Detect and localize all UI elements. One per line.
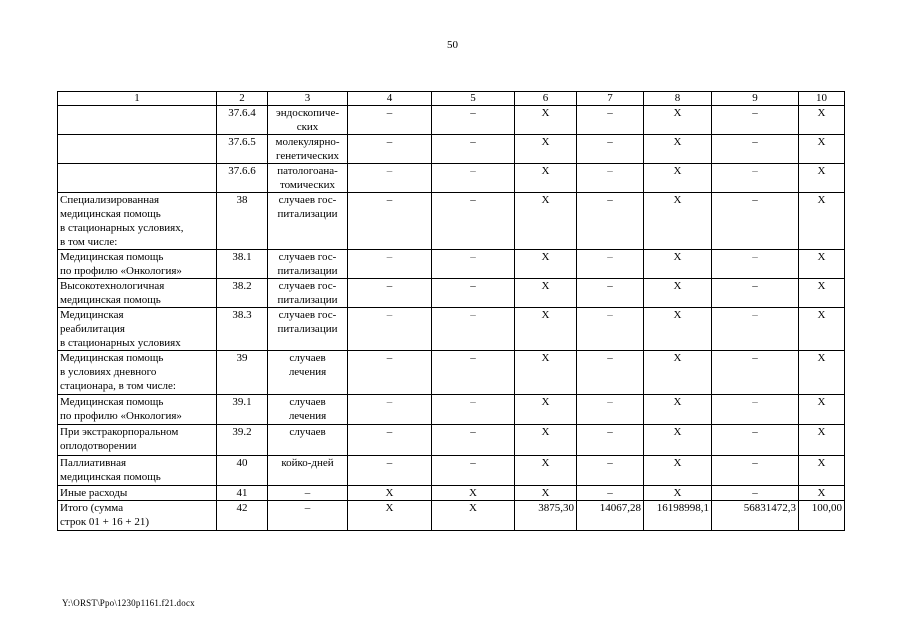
value-cell: Х <box>799 135 845 164</box>
table-row <box>58 193 845 250</box>
value-cell: – <box>577 486 644 501</box>
value-cell: – <box>348 308 432 351</box>
column-number-header: 6 <box>515 92 577 106</box>
unit-cell: случаев гос- питализации <box>268 250 348 279</box>
value-cell: – <box>577 395 644 425</box>
value-cell: Х <box>644 279 712 308</box>
table-row <box>58 351 845 395</box>
value-cell: – <box>432 308 515 351</box>
value-cell: Х <box>515 425 577 456</box>
value-cell: Х <box>515 486 577 501</box>
unit-cell: патологоана- томических <box>268 164 348 193</box>
value-cell: – <box>432 456 515 486</box>
table-row <box>58 135 845 164</box>
table-row <box>58 486 845 501</box>
unit-cell: случаев лечения <box>268 351 348 395</box>
value-cell: 3875,30 <box>515 501 577 531</box>
table-row <box>58 106 845 135</box>
column-number-header: 3 <box>268 92 348 106</box>
value-cell: – <box>432 250 515 279</box>
value-cell: – <box>432 106 515 135</box>
value-cell: Х <box>515 279 577 308</box>
value-cell: – <box>432 395 515 425</box>
value-cell: Х <box>799 351 845 395</box>
unit-cell: – <box>268 486 348 501</box>
value-cell: Х <box>348 501 432 531</box>
unit-cell: случаев гос- питализации <box>268 308 348 351</box>
table-header-row <box>58 92 845 106</box>
value-cell: Х <box>644 308 712 351</box>
value-cell: – <box>712 279 799 308</box>
value-cell: Х <box>644 193 712 250</box>
value-cell: – <box>712 250 799 279</box>
row-code-cell: 40 <box>217 456 268 486</box>
value-cell: – <box>577 425 644 456</box>
value-cell: Х <box>799 456 845 486</box>
value-cell: – <box>348 193 432 250</box>
row-label-cell: При экстракорпоральном оплодотворении <box>58 425 217 456</box>
value-cell: – <box>348 135 432 164</box>
row-code-cell: 39 <box>217 351 268 395</box>
value-cell: – <box>348 106 432 135</box>
value-cell: Х <box>348 486 432 501</box>
column-number-header: 10 <box>799 92 845 106</box>
table-row <box>58 308 845 351</box>
value-cell: – <box>348 250 432 279</box>
report-table <box>57 91 845 531</box>
value-cell: Х <box>644 425 712 456</box>
value-cell: Х <box>799 486 845 501</box>
value-cell: Х <box>799 250 845 279</box>
value-cell: Х <box>515 106 577 135</box>
row-code-cell: 42 <box>217 501 268 531</box>
column-number-header: 1 <box>58 92 217 106</box>
table-row <box>58 501 845 531</box>
value-cell: Х <box>799 193 845 250</box>
value-cell: Х <box>515 308 577 351</box>
value-cell: – <box>712 425 799 456</box>
value-cell: – <box>577 250 644 279</box>
page-number: 50 <box>447 39 458 51</box>
table-row <box>58 456 845 486</box>
unit-cell: случаев <box>268 425 348 456</box>
value-cell: Х <box>515 250 577 279</box>
row-code-cell: 38.2 <box>217 279 268 308</box>
table-row <box>58 395 845 425</box>
value-cell: – <box>577 106 644 135</box>
value-cell: – <box>712 456 799 486</box>
value-cell: – <box>712 164 799 193</box>
value-cell: Х <box>644 486 712 501</box>
value-cell: – <box>348 425 432 456</box>
row-label-cell <box>58 106 217 135</box>
value-cell: – <box>712 106 799 135</box>
value-cell: – <box>577 193 644 250</box>
value-cell: – <box>432 164 515 193</box>
unit-cell: случаев гос- питализации <box>268 279 348 308</box>
value-cell: Х <box>644 395 712 425</box>
row-code-cell: 38.3 <box>217 308 268 351</box>
row-code-cell: 37.6.5 <box>217 135 268 164</box>
value-cell: Х <box>432 501 515 531</box>
value-cell: – <box>577 279 644 308</box>
value-cell: – <box>712 135 799 164</box>
unit-cell: молекулярно- генетических <box>268 135 348 164</box>
value-cell: Х <box>515 193 577 250</box>
value-cell: Х <box>799 279 845 308</box>
value-cell: Х <box>515 456 577 486</box>
value-cell: Х <box>799 308 845 351</box>
row-label-cell: Иные расходы <box>58 486 217 501</box>
table-row <box>58 425 845 456</box>
value-cell: – <box>577 351 644 395</box>
row-label-cell <box>58 135 217 164</box>
value-cell: 16198998,1 <box>644 501 712 531</box>
value-cell: Х <box>799 106 845 135</box>
unit-cell: случаев лечения <box>268 395 348 425</box>
row-code-cell: 38 <box>217 193 268 250</box>
row-code-cell: 37.6.6 <box>217 164 268 193</box>
column-number-header: 7 <box>577 92 644 106</box>
value-cell: – <box>577 308 644 351</box>
value-cell: – <box>432 193 515 250</box>
value-cell: Х <box>799 395 845 425</box>
row-label-cell: Медицинская помощь по профилю «Онкология» <box>58 250 217 279</box>
row-label-cell: Высокотехнологичная медицинская помощь <box>58 279 217 308</box>
row-label-cell <box>58 164 217 193</box>
unit-cell: койко-дней <box>268 456 348 486</box>
column-number-header: 9 <box>712 92 799 106</box>
value-cell: 100,00 <box>799 501 845 531</box>
row-code-cell: 39.1 <box>217 395 268 425</box>
row-label-cell: Специализированная медицинская помощь в стационарных условиях, в том числе: <box>58 193 217 250</box>
value-cell: – <box>712 351 799 395</box>
value-cell: Х <box>515 351 577 395</box>
row-label-cell: Медицинская помощь по профилю «Онкология» <box>58 395 217 425</box>
value-cell: – <box>712 308 799 351</box>
value-cell: – <box>432 279 515 308</box>
unit-cell: – <box>268 501 348 531</box>
value-cell: Х <box>644 135 712 164</box>
value-cell: 14067,28 <box>577 501 644 531</box>
value-cell: – <box>432 351 515 395</box>
document-path: Y:\ORST\Ppo\1230p1161.f21.docx <box>62 598 195 608</box>
value-cell: – <box>348 456 432 486</box>
column-number-header: 5 <box>432 92 515 106</box>
row-label-cell: Паллиативная медицинская помощь <box>58 456 217 486</box>
value-cell: – <box>577 456 644 486</box>
row-label-cell: Медицинская помощь в условиях дневного стационара, в том числе: <box>58 351 217 395</box>
unit-cell: случаев гос- питализации <box>268 193 348 250</box>
value-cell: – <box>577 135 644 164</box>
row-label-cell: Итого (сумма строк 01 + 16 + 21) <box>58 501 217 531</box>
row-label-cell: Медицинская реабилитация в стационарных условиях <box>58 308 217 351</box>
value-cell: 56831472,3 <box>712 501 799 531</box>
column-number-header: 4 <box>348 92 432 106</box>
value-cell: Х <box>644 250 712 279</box>
value-cell: Х <box>515 135 577 164</box>
value-cell: Х <box>432 486 515 501</box>
row-code-cell: 37.6.4 <box>217 106 268 135</box>
value-cell: Х <box>515 395 577 425</box>
value-cell: Х <box>799 425 845 456</box>
row-code-cell: 38.1 <box>217 250 268 279</box>
value-cell: – <box>432 135 515 164</box>
value-cell: Х <box>644 164 712 193</box>
value-cell: – <box>712 486 799 501</box>
row-code-cell: 41 <box>217 486 268 501</box>
table-row <box>58 279 845 308</box>
table-row <box>58 164 845 193</box>
value-cell: – <box>348 351 432 395</box>
column-number-header: 2 <box>217 92 268 106</box>
value-cell: – <box>432 425 515 456</box>
value-cell: Х <box>644 106 712 135</box>
value-cell: – <box>348 395 432 425</box>
column-number-header: 8 <box>644 92 712 106</box>
value-cell: Х <box>799 164 845 193</box>
value-cell: Х <box>644 456 712 486</box>
value-cell: – <box>712 395 799 425</box>
value-cell: Х <box>515 164 577 193</box>
value-cell: Х <box>644 351 712 395</box>
value-cell: – <box>348 279 432 308</box>
value-cell: – <box>712 193 799 250</box>
value-cell: – <box>577 164 644 193</box>
row-code-cell: 39.2 <box>217 425 268 456</box>
value-cell: – <box>348 164 432 193</box>
table-row <box>58 250 845 279</box>
unit-cell: эндоскопиче- ских <box>268 106 348 135</box>
